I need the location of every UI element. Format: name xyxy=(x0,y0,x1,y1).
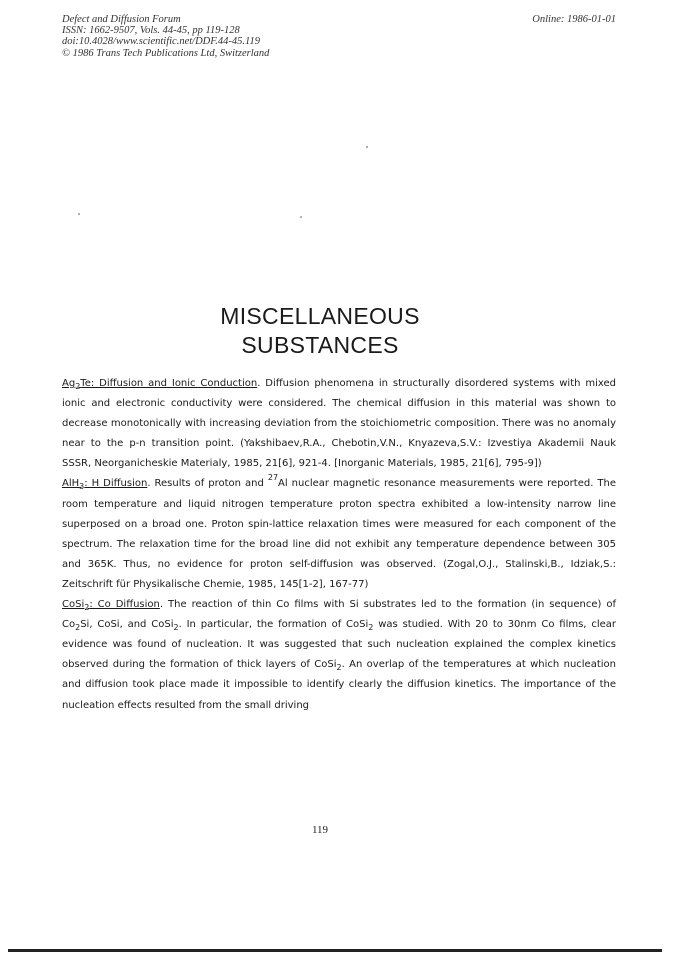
entry-heading: CoSi$_2$: Co Diffusion xyxy=(62,599,160,613)
entry-heading: AlH$_3$: H Diffusion xyxy=(62,478,148,492)
entry-alh3 xyxy=(62,474,616,595)
online-date: Online: 1986-01-01 xyxy=(532,14,616,25)
entry-heading: $Ag_2Te$: Diffusion and Ionic Conduction xyxy=(62,378,258,391)
isotope-superscript: 27 xyxy=(267,473,279,483)
copyright-line: © 1986 Trans Tech Publications Ltd, Switzerland xyxy=(62,47,270,59)
article-body xyxy=(62,374,616,716)
issn-line: ISSN: 1662-9507, Vols. 44-45, pp 119-128 xyxy=(62,25,240,37)
doi-line[interactable]: doi:10.4028/www.scientific.net/DDF.44-45.119 xyxy=(62,36,261,48)
journal-header xyxy=(62,14,616,59)
entry-text: Al nuclear magnetic resonance measurements were reported. The room temperature and liquid nitrogen temperature proton spectra exhibited a low-intensity narrow line superposed on a broad one. Proton spin-lattice relaxation times were measured for each component of the spectrum. The relaxation time for the broad line did not exhibit any temperature dependence between 305 and 365K. Thus, no evidence for proton self-diffusion was observed. (Zogal,O.J., Stalinski,B., Idziak,S.: Zeitschrift für Physikalische Chemie, 1985, 145[1-2], 167-77) xyxy=(62,478,616,590)
page-number: 119 xyxy=(311,824,329,836)
journal-name: Defect and Diffusion Forum xyxy=(62,14,181,25)
entry-ag2te xyxy=(62,374,616,474)
entry-text: . Diffusion phenomena in structurally disordered systems with mixed ionic and electronic conductivity were considered. The chemical diffusion in this material was shown to decrease monotonically with increasing deviation from the stoichiometric composition. There was no anomaly near to the p-n transition point. (Yakshibaev,R.A., Chebotin,V.N., Knyazeva,S.V.: Izvestiya Akademii Nauk SSSR, Neorganicheskie Materialy, 1985, 21[6], 921-4. [Inorganic Materials, 1985, 21[6], 795-9]) xyxy=(62,378,616,470)
title-line-2: SUBSTANCES xyxy=(241,332,399,358)
scan-speck xyxy=(78,213,80,215)
scan-speck xyxy=(366,146,368,148)
section-title xyxy=(0,302,640,360)
entry-cosi2: CoSi$_2$: Co Diffusion. The reaction of thin Co films with Si substrates led to the formation (in sequence) of $Co_2Si$, CoSi, and CoSi$_2$. In particular, the formation of CoSi$_2$ was studied. With 20 to 30nm Co films, clear evidence was found of nucleation. It was suggested that such nucleation explained the complex kinetics observed during the formation of thick layers of CoSi$_2$. An overlap of the temperatures at which nucleation and diffusion took place made it impossible to identify clearly the diffusion kinetics. The importance of the nucleation effects resulted from the small driving xyxy=(62,599,616,711)
title-line-1: MISCELLANEOUS xyxy=(220,303,420,329)
entry-text: . Results of proton and xyxy=(147,478,268,490)
scan-speck xyxy=(300,216,302,218)
bottom-rule xyxy=(8,949,662,952)
